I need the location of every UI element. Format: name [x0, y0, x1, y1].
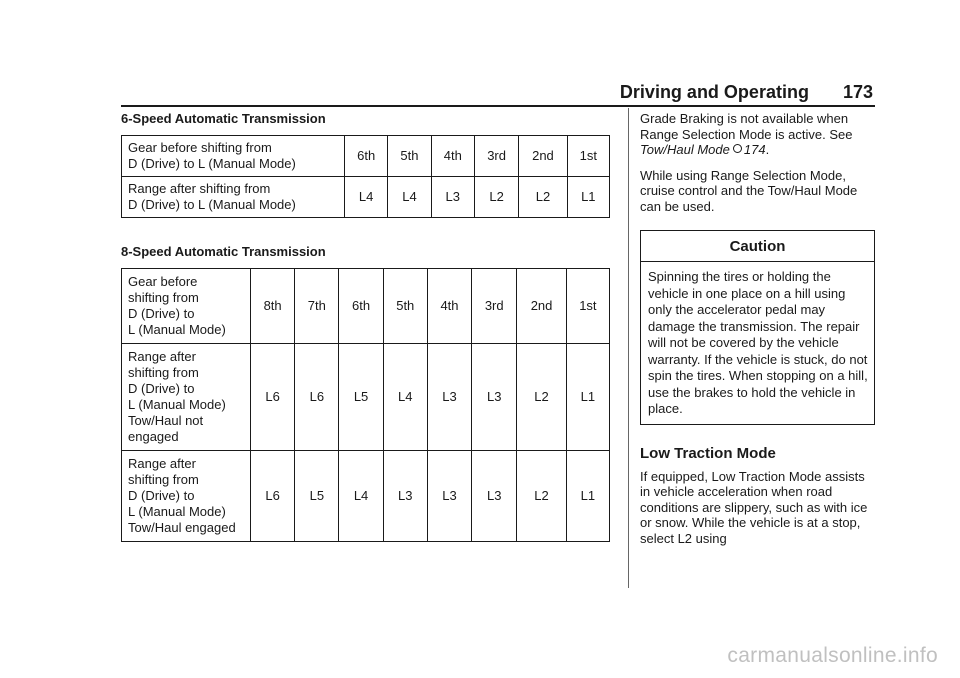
- eight-speed-cell: L3: [472, 344, 517, 451]
- eight-speed-heading: 8-Speed Automatic Transmission: [121, 244, 326, 259]
- eight-speed-cell: 6th: [339, 269, 383, 344]
- eight-speed-cell: L3: [427, 451, 471, 542]
- six-speed-cell: 2nd: [519, 136, 567, 177]
- eight-speed-table: [121, 268, 610, 542]
- eight-speed-cell: L6: [251, 344, 295, 451]
- six-speed-row-label: Gear before shifting from D (Drive) to L (Manual Mode): [122, 136, 345, 177]
- eight-speed-cell: L2: [517, 451, 566, 542]
- eight-speed-row: [122, 269, 610, 344]
- six-speed-cell: L2: [519, 177, 567, 218]
- eight-speed-row: [122, 451, 610, 542]
- eight-speed-row-label: Gear before shifting from D (Drive) to L (Manual Mode): [122, 269, 251, 344]
- six-speed-cell: 1st: [567, 136, 609, 177]
- six-speed-table: [121, 135, 610, 218]
- page-header: [620, 82, 873, 103]
- section-title: Driving and Operating: [619, 82, 809, 102]
- eight-speed-cell: L5: [295, 451, 339, 542]
- eight-speed-row-label: Range after shifting from D (Drive) to L (Manual Mode) Tow/Haul not engaged: [122, 344, 251, 451]
- eight-speed-cell: L1: [566, 344, 609, 451]
- page-reference[interactable]: 174: [743, 142, 766, 157]
- six-speed-cell: 3rd: [474, 136, 518, 177]
- caution-title: Caution: [641, 231, 874, 262]
- eight-speed-cell: 4th: [427, 269, 471, 344]
- six-speed-heading: 6-Speed Automatic Transmission: [121, 111, 326, 126]
- grade-braking-paragraph: Grade Braking is not available when Range Selection Mode is active. See Tow/Haul Mode 174.: [640, 111, 853, 157]
- eight-speed-cell: L3: [472, 451, 517, 542]
- eight-speed-cell: L6: [251, 451, 295, 542]
- caution-box: [640, 230, 875, 425]
- eight-speed-cell: 2nd: [517, 269, 566, 344]
- six-speed-row: [122, 136, 610, 177]
- six-speed-cell: L4: [345, 177, 388, 218]
- eight-speed-row-label: Range after shifting from D (Drive) to L (Manual Mode) Tow/Haul engaged: [122, 451, 251, 542]
- six-speed-cell: L3: [431, 177, 474, 218]
- eight-speed-cell: L3: [383, 451, 427, 542]
- six-speed-cell: 5th: [388, 136, 431, 177]
- low-traction-paragraph: If equipped, Low Traction Mode assists in vehicle acceleration when road conditions are slippery, such as with ice or snow. While the vehicle is at a stop, select L2 using: [640, 468, 868, 546]
- caution-body: Spinning the tires or holding the vehicle in one place on a hill using only the accelerator pedal may damage the transmission. The repair will not be covered by the vehicle warranty. If the vehicle is stuck, do not spin the tires. When stopping on a hill, use the brakes to hold the vehicle in place.: [648, 269, 868, 416]
- header-rule: [121, 105, 875, 107]
- column-divider: [628, 108, 629, 588]
- eight-speed-cell: L1: [566, 451, 609, 542]
- eight-speed-cell: L5: [339, 344, 383, 451]
- six-speed-cell: L4: [388, 177, 431, 218]
- six-speed-cell: L2: [474, 177, 518, 218]
- right-column: [640, 111, 876, 546]
- six-speed-cell: 6th: [345, 136, 388, 177]
- eight-speed-cell: 8th: [251, 269, 295, 344]
- low-traction-heading: Low Traction Mode: [640, 444, 776, 462]
- six-speed-cell: 4th: [431, 136, 474, 177]
- page-number: 173: [842, 82, 873, 102]
- eight-speed-cell: L4: [339, 451, 383, 542]
- six-speed-row: [122, 177, 610, 218]
- page-reference-icon: [733, 144, 742, 153]
- six-speed-cell: L1: [567, 177, 609, 218]
- tow-haul-mode-link[interactable]: Tow/Haul Mode: [640, 142, 730, 157]
- range-selection-paragraph: While using Range Selection Mode, cruise control and the Tow/Haul Mode can be used.: [640, 167, 858, 214]
- eight-speed-cell: 7th: [295, 269, 339, 344]
- eight-speed-cell: L2: [517, 344, 566, 451]
- eight-speed-cell: 1st: [566, 269, 609, 344]
- watermark: carmanualsonline.info: [727, 644, 938, 667]
- eight-speed-cell: L4: [383, 344, 427, 451]
- six-speed-row-label: Range after shifting from D (Drive) to L (Manual Mode): [122, 177, 345, 218]
- eight-speed-cell: 3rd: [472, 269, 517, 344]
- eight-speed-cell: 5th: [383, 269, 427, 344]
- eight-speed-row: [122, 344, 610, 451]
- eight-speed-cell: L6: [295, 344, 339, 451]
- eight-speed-cell: L3: [427, 344, 471, 451]
- left-column: [121, 111, 611, 542]
